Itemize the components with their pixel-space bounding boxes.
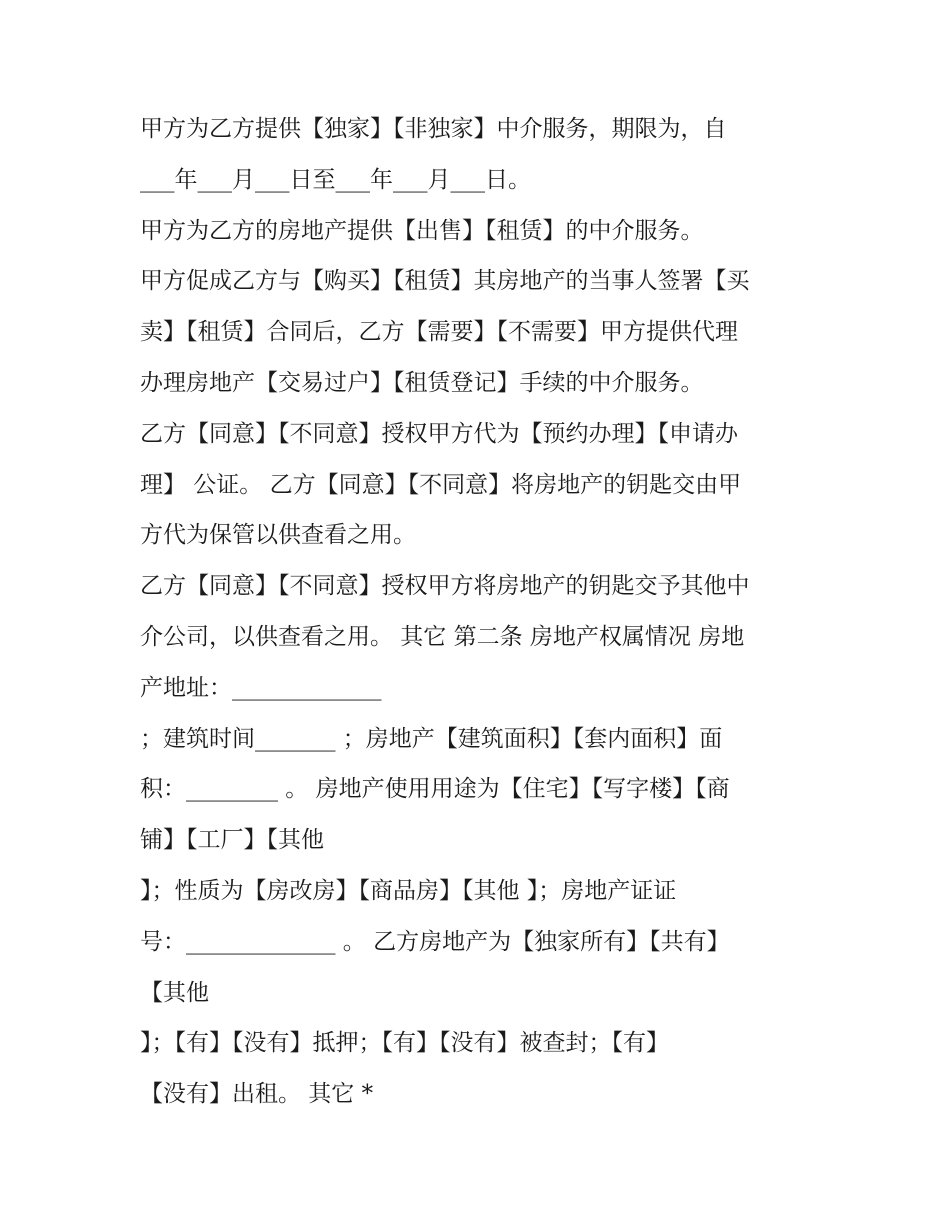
text-line: 号：_____________ 。 乙方房地产为【独家所有】【共有】 (140, 928, 730, 955)
text-line: 理】 公证。 乙方【同意】【不同意】将房地产的钥匙交由甲 (140, 471, 742, 498)
text-line: 卖】【租赁】合同后，乙方【需要】【不需要】甲方提供代理 (140, 319, 738, 346)
text-line: 办理房地产【交易过户】【租赁登记】手续的中介服务。 (140, 369, 704, 396)
text-line: 【没有】出租。 其它 * (140, 1081, 374, 1108)
text-line: 】；性质为【房改房】【商品房】【其他 】；房地产证证 (140, 877, 677, 904)
text-line: 】；【有】【没有】抵押；【有】【没有】被查封；【有】 (140, 1030, 669, 1057)
text-line: 铺】【工厂】【其他 (140, 827, 324, 854)
text-line: 乙方【同意】【不同意】授权甲方将房地产的钥匙交予其他中 (140, 573, 750, 600)
text-line: 产地址：_____________ (140, 674, 382, 701)
text-line: 积：________ 。 房地产使用用途为【住宅】【写字楼】【商 (140, 776, 730, 803)
text-line: 甲方为乙方提供【独家】【非独家】中介服务，期限为，自 (140, 116, 727, 142)
text-line: 乙方【同意】【不同意】授权甲方代为【预约办理】【申请办 (140, 420, 738, 447)
text-line: 甲方为乙方的房地产提供【出售】【租赁】的中介服务。 (140, 217, 704, 244)
text-line: ；建筑时间_______ ；房地产【建筑面积】【套内面积】面 (140, 725, 723, 752)
text-line: 介公司，以供查看之用。 其它 第二条 房地产权属情况 房地 (140, 623, 745, 650)
text-line: 方代为保管以供查看之用。 (140, 522, 416, 549)
text-line: 甲方促成乙方与【购买】【租赁】其房地产的当事人签署【买 (140, 268, 750, 295)
text-line: ___年___月___日至___年___月___日。 (140, 166, 531, 193)
contract-text (140, 104, 820, 1120)
text-line: 【其他 (140, 979, 209, 1006)
